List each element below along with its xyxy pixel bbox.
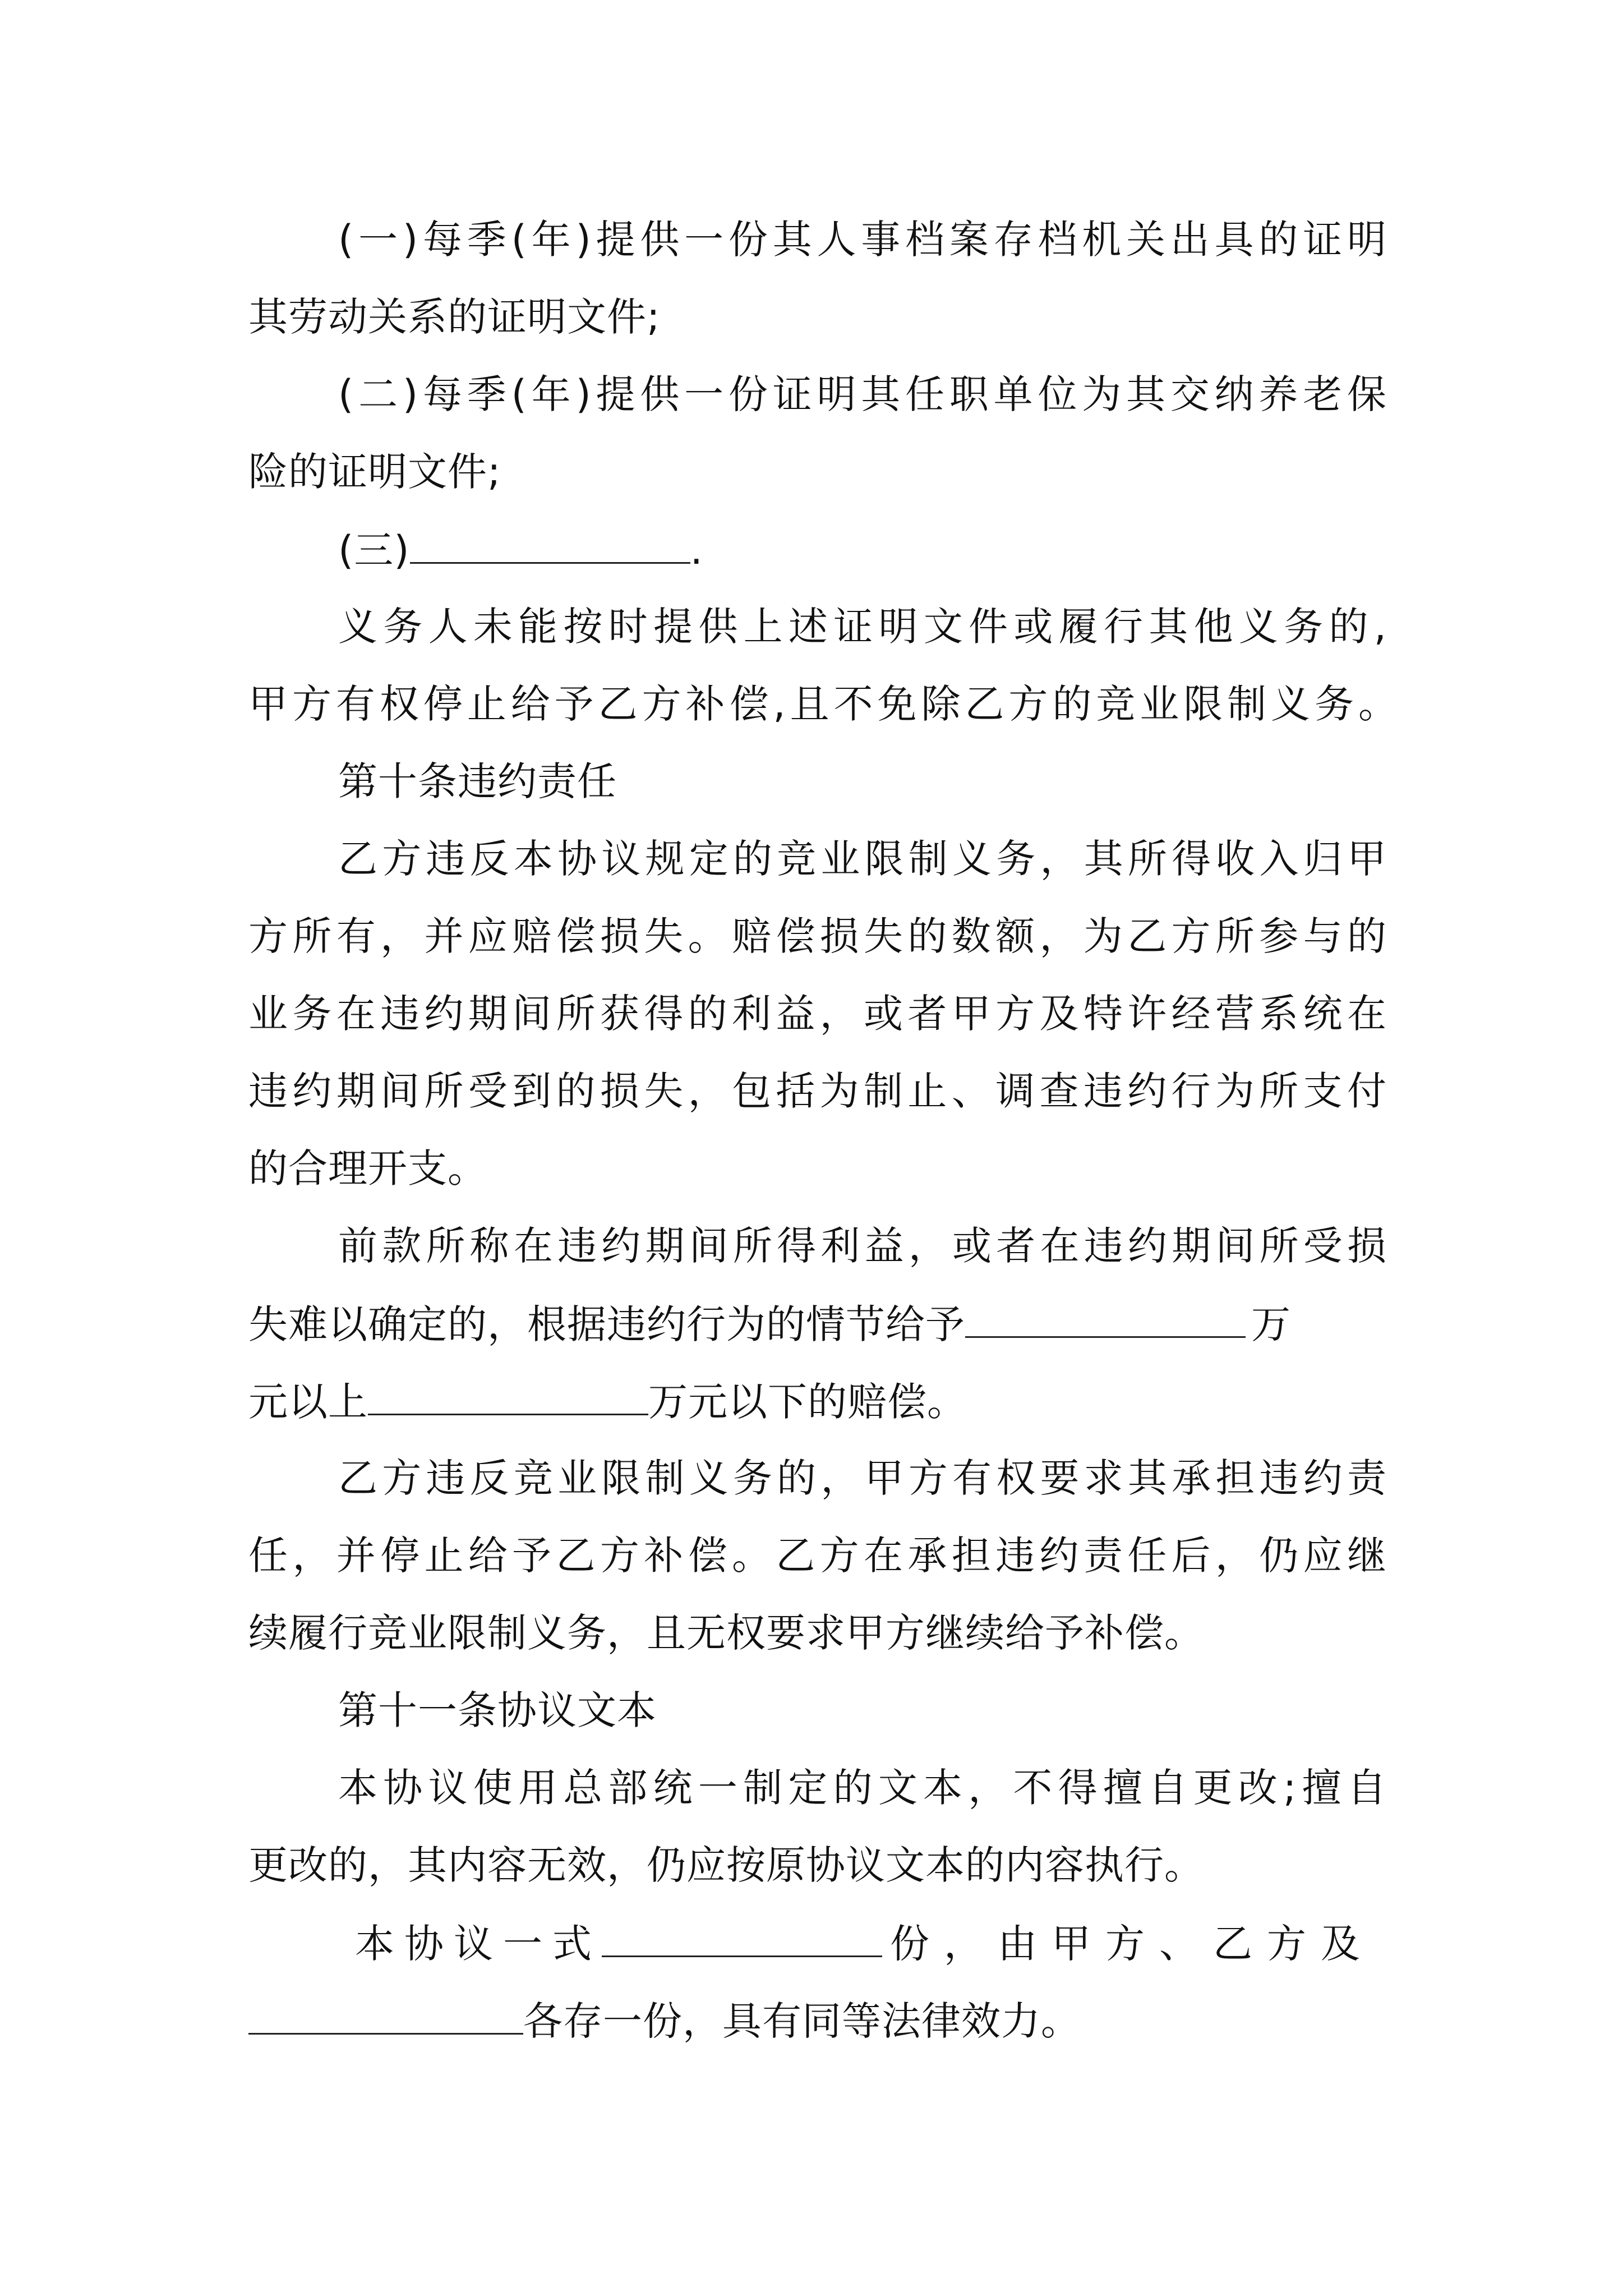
- paragraph-line: 续履行竞业限制义务，且无权要求甲方继续给予补偿。: [248, 1610, 1204, 1656]
- fill-in-blank[interactable]: [368, 1381, 648, 1415]
- fill-in-blank[interactable]: [602, 1923, 882, 1957]
- paragraph-line: 方所有，并应赔偿损失。赔偿损失的数额，为乙方所参与的: [248, 913, 1387, 959]
- paragraph-line: (二)每季(年)提供一份证明其任职单位为其交纳养老保: [338, 371, 1387, 417]
- text-run: 份，由甲方、乙方及: [890, 1921, 1375, 1967]
- text-run: 失难以确定的，根据违约行为的情节给予: [248, 1301, 965, 1347]
- paragraph-line: 业务在违约期间所获得的利益，或者甲方及特许经营系统在: [248, 991, 1387, 1037]
- text-run: 万: [1251, 1301, 1291, 1347]
- paragraph-line: 本协议使用总部统一制定的文本，不得擅自更改;擅自: [338, 1765, 1387, 1811]
- section-heading: 第十一条协议文本: [338, 1687, 657, 1733]
- list-marker: (三): [338, 527, 410, 573]
- section-heading: 第十条违约责任: [338, 758, 617, 804]
- fill-in-blank[interactable]: [965, 1304, 1246, 1338]
- paragraph-line: 乙方违反本协议规定的竞业限制义务，其所得收入归甲: [338, 836, 1387, 882]
- text-run: 元以上: [248, 1379, 368, 1425]
- paragraph-line: 险的证明文件;: [248, 449, 501, 495]
- paragraph-line: [248, 2000, 1387, 2045]
- fill-in-blank[interactable]: [248, 2000, 523, 2035]
- paragraph-line: 其劳动关系的证明文件;: [248, 294, 661, 340]
- paragraph-line: 义务人未能按时提供上述证明文件或履行其他义务的,: [338, 604, 1387, 650]
- text-run: (一)每季(年)提供一份其人事档案存档机关出具的证明: [338, 217, 1387, 263]
- paragraph-line: [248, 217, 1387, 265]
- text-run: 各存一份，具有同等法律效力。: [523, 1998, 1081, 2044]
- paragraph-line: 任，并停止给予乙方补偿。乙方在承担违约责任后，仍应继: [248, 1533, 1387, 1579]
- paragraph-line: [248, 1381, 1387, 1426]
- paragraph-line: 乙方违反竞业限制义务的，甲方有权要求其承担违约责: [338, 1455, 1387, 1501]
- paragraph-line: 甲方有权停止给予乙方补偿,且不免除乙方的竞业限制义务。: [248, 681, 1398, 727]
- paragraph-line: [248, 1923, 1493, 1968]
- paragraph-line: 违约期间所受到的损失，包括为制止、调查违约行为所支付: [248, 1068, 1387, 1114]
- paragraph-line: [248, 527, 1477, 574]
- text-run: 万元以下的赔偿。: [648, 1379, 967, 1425]
- paragraph-line: [248, 1301, 1387, 1349]
- text-run: 本协议一式: [355, 1921, 602, 1967]
- paragraph-line: 的合理开支。: [248, 1145, 487, 1191]
- fill-in-blank[interactable]: [410, 530, 690, 564]
- paragraph-line: 前款所称在违约期间所得利益，或者在违约期间所受损: [338, 1223, 1387, 1269]
- text-run: .: [690, 527, 703, 573]
- paragraph-line: 更改的，其内容无效，仍应按原协议文本的内容执行。: [248, 1842, 1204, 1888]
